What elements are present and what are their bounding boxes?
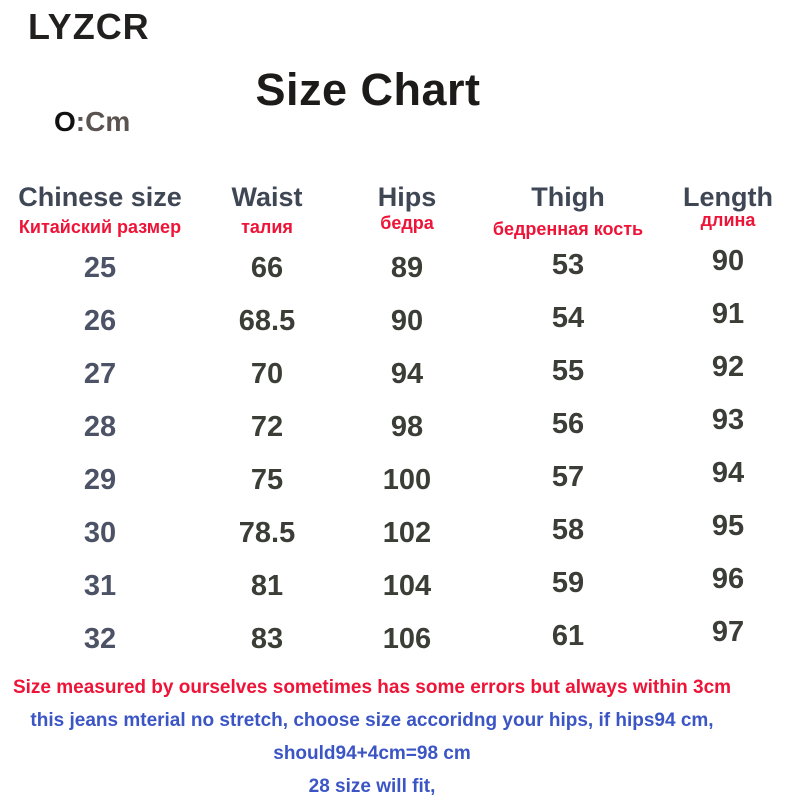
header-ru: бедренная кость xyxy=(492,219,644,239)
cell-hips: 100 xyxy=(382,464,432,496)
unit-o: O xyxy=(54,106,76,137)
column-header-chinese-size xyxy=(8,180,192,240)
cell-hips: 90 xyxy=(390,305,424,337)
cell-length: 93 xyxy=(711,404,745,436)
header-ru: Китайский размер xyxy=(18,217,182,237)
cell-hips: 106 xyxy=(382,623,432,655)
cell-waist: 78.5 xyxy=(238,517,296,549)
header-ru: бедра xyxy=(380,213,434,233)
cell-waist: 70 xyxy=(250,358,284,390)
cell-thigh: 59 xyxy=(551,567,585,599)
column-header-waist xyxy=(192,180,342,240)
header-en: Chinese size xyxy=(18,182,182,212)
brand-logo: LYZCR xyxy=(28,6,150,47)
cell-chinese-size: 25 xyxy=(83,252,117,284)
header-en: Hips xyxy=(377,182,437,212)
unit-cm: :Cm xyxy=(75,106,131,137)
cell-hips: 98 xyxy=(390,411,424,443)
cell-chinese-size: 30 xyxy=(83,517,117,549)
cell-chinese-size: 31 xyxy=(83,570,117,602)
note-material: this jeans mterial no stretch, choose size accoridng your hips, if hips94 cm, xyxy=(30,710,714,731)
cell-hips: 102 xyxy=(382,517,432,549)
size-table xyxy=(8,180,792,666)
cell-length: 92 xyxy=(711,351,745,383)
cell-length: 95 xyxy=(711,510,745,542)
cell-thigh: 56 xyxy=(551,408,585,440)
header-ru: талия xyxy=(241,217,293,237)
column-header-thigh xyxy=(472,180,664,240)
cell-chinese-size: 29 xyxy=(83,464,117,496)
cell-waist: 83 xyxy=(250,623,284,655)
cell-length: 96 xyxy=(711,563,745,595)
note-accuracy: Size measured by ourselves sometimes has some errors but always within 3cm xyxy=(12,677,732,698)
cell-chinese-size: 32 xyxy=(83,623,117,655)
cell-hips: 89 xyxy=(390,252,424,284)
cell-length: 94 xyxy=(711,457,745,489)
note-calculation: should94+4cm=98 cm xyxy=(273,743,471,764)
cell-waist: 81 xyxy=(250,570,284,602)
cell-thigh: 53 xyxy=(551,249,585,281)
cell-thigh: 54 xyxy=(551,302,585,334)
cell-hips: 94 xyxy=(390,358,424,390)
cell-chinese-size: 28 xyxy=(83,411,117,443)
cell-thigh: 58 xyxy=(551,514,585,546)
table-header-row xyxy=(8,180,792,240)
cell-length: 90 xyxy=(711,245,745,277)
column-header-hips xyxy=(342,180,472,240)
header-en: Waist xyxy=(231,182,303,212)
cell-chinese-size: 26 xyxy=(83,305,117,337)
table-row xyxy=(8,613,792,666)
cell-thigh: 61 xyxy=(551,620,585,652)
cell-length: 97 xyxy=(711,616,745,648)
footnotes xyxy=(0,671,744,800)
page-title: Size Chart xyxy=(255,64,481,115)
header-ru: длина xyxy=(700,210,756,230)
header-en: Length xyxy=(683,182,773,212)
column-header-length xyxy=(664,180,792,240)
cell-waist: 75 xyxy=(250,464,284,496)
cell-length: 91 xyxy=(711,298,745,330)
cell-thigh: 57 xyxy=(551,461,585,493)
unit-label xyxy=(54,106,130,138)
cell-chinese-size: 27 xyxy=(83,358,117,390)
cell-waist: 66 xyxy=(250,252,284,284)
cell-thigh: 55 xyxy=(551,355,585,387)
table-body xyxy=(8,242,792,666)
cell-waist: 68.5 xyxy=(238,305,296,337)
note-recommendation: 28 size will fit, xyxy=(308,776,436,797)
header-en: Thigh xyxy=(531,182,605,212)
cell-hips: 104 xyxy=(382,570,432,602)
cell-waist: 72 xyxy=(250,411,284,443)
